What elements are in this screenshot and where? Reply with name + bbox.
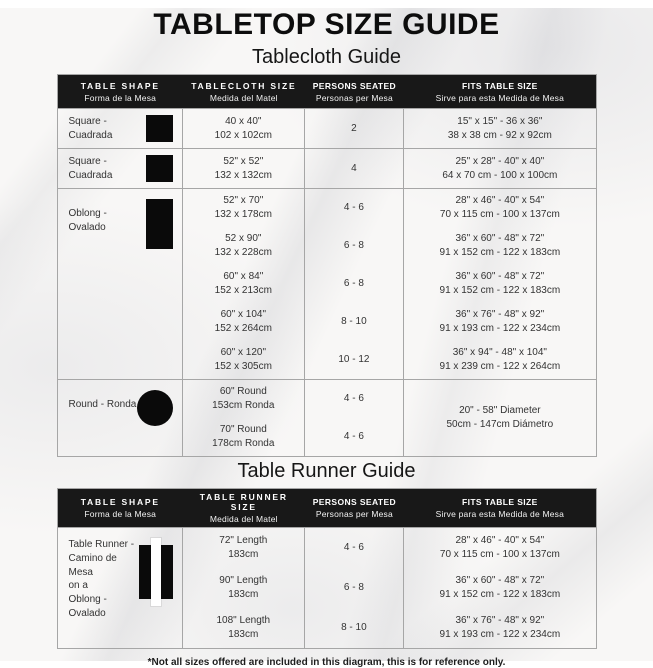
square-icon (146, 155, 173, 182)
header-persons-seated-es: Personas per Mesa (315, 92, 393, 103)
size-cell (183, 568, 305, 608)
shape-label-line-4: Oblong - Ovalado (68, 594, 107, 619)
tablecloth-table (57, 74, 597, 457)
persons-value: 4 - 6 (343, 202, 364, 214)
size-line-1: 52 x 90" (225, 233, 262, 245)
shape-label: Square - Cuadrada (68, 155, 113, 181)
persons-cell (305, 380, 405, 418)
fits-cell (404, 528, 595, 568)
persons-value: 6 - 8 (343, 582, 364, 594)
persons-value: 4 - 6 (343, 542, 364, 554)
shape-label: Oblong - Ovalado (68, 208, 107, 233)
size-line-2: 152 x 213cm (214, 285, 272, 296)
size-cell (183, 189, 305, 227)
persons-cell (305, 418, 405, 456)
header-fits-table-size-en: FITS TABLE SIZE (461, 497, 538, 507)
size-cell (183, 149, 305, 188)
header-table-runner-size-en: TABLE RUNNER SIZE (199, 492, 288, 512)
size-line-1: 60" x 84" (223, 271, 264, 283)
size-line-1: 90" Length (219, 575, 268, 587)
size-line-1: 70" Round (219, 424, 267, 436)
fits-cell (404, 189, 595, 227)
size-cell (183, 380, 305, 418)
shape-cell-oblong (58, 189, 184, 379)
tablecloth-guide-title: Tablecloth Guide (252, 46, 401, 68)
size-line-2: 183cm (228, 549, 259, 560)
tabletop-size-guide (0, 8, 653, 668)
section-round (58, 379, 596, 456)
persons-value: 8 - 10 (341, 316, 367, 328)
fits-line-2: 91 x 193 cm - 122 x 234cm (439, 323, 561, 334)
size-line-2: 132 x 132cm (214, 169, 272, 181)
tablecloth-header-row (58, 75, 596, 108)
size-line-2: 183cm (228, 589, 259, 600)
shape-cell-square-40 (58, 109, 184, 148)
shape-label-line-2: Camino de Mesa (68, 552, 117, 578)
size-line-1: 72" Length (219, 535, 268, 547)
size-line-2: 178cm Ronda (212, 438, 275, 449)
fits-cell (404, 341, 595, 379)
fits-line-2: 91 x 152 cm - 122 x 183cm (439, 589, 561, 600)
table-runner-icon (139, 538, 173, 606)
shape-label-line-1: Table Runner - (68, 539, 135, 550)
header-table-shape-es: Forma de la Mesa (84, 92, 157, 103)
persons-value: 10 - 12 (338, 354, 370, 366)
size-line-2: 183cm (228, 629, 259, 640)
header-persons-seated (305, 78, 405, 106)
persons-value: 6 - 8 (343, 240, 364, 252)
fits-line-2: 70 x 115 cm - 100 x 137cm (439, 549, 560, 560)
table-runner-guide-title: Table Runner Guide (237, 460, 416, 482)
oblong-icon (146, 199, 173, 249)
persons-cell (305, 528, 405, 568)
header-table-shape-en: TABLE SHAPE (80, 497, 160, 507)
fits-line-1: 20" - 58" Diameter (459, 405, 541, 417)
persons-cell (305, 109, 405, 148)
fits-line-1: 36" x 76" - 48" x 92" (455, 615, 545, 627)
persons-value: 4 - 6 (343, 431, 364, 443)
fits-line-1: 25" x 28" - 40" x 40" (455, 155, 545, 167)
persons-cell (305, 149, 405, 188)
fits-line-2: 91 x 193 cm - 122 x 234cm (439, 629, 561, 640)
shape-label: Round - Ronda (68, 399, 137, 410)
fits-line-1: 36" x 60" - 48" x 72" (455, 233, 545, 245)
header-persons-seated-en: PERSONS SEATED (312, 497, 397, 507)
size-line-2: 132 x 228cm (214, 247, 272, 258)
fits-line-2: 38 x 38 cm - 92 x 92cm (447, 129, 552, 141)
header-tablecloth-size (183, 78, 305, 106)
fits-line-2: 91 x 152 cm - 122 x 183cm (439, 247, 561, 258)
header-table-shape-es: Forma de la Mesa (84, 509, 157, 519)
persons-value: 8 - 10 (341, 622, 367, 634)
size-line-2: 152 x 264cm (214, 323, 272, 334)
section-oblong (58, 188, 596, 379)
size-line-1: 108" Length (216, 615, 271, 627)
size-cell (183, 265, 305, 303)
fits-cell (404, 227, 595, 265)
size-line-1: 60" x 120" (220, 347, 267, 359)
header-table-runner-size-es: Medida del Matel (209, 514, 278, 524)
fits-cell (404, 608, 595, 648)
size-line-1: 52" x 52" (223, 155, 264, 167)
fits-cell (404, 265, 595, 303)
header-persons-seated-es: Personas per Mesa (315, 509, 393, 519)
size-cell (183, 341, 305, 379)
persons-cell (305, 303, 405, 341)
runner-strip-shape (151, 538, 161, 606)
size-cell (183, 227, 305, 265)
fits-cell (404, 568, 595, 608)
section-table-runner (58, 527, 596, 648)
square-icon (146, 115, 173, 142)
header-persons-seated (305, 494, 405, 522)
page-title: TABLETOP SIZE GUIDE (153, 8, 500, 41)
footnote: *Not all sizes offered are included in this diagram, this is for reference only. (147, 657, 506, 668)
persons-cell (305, 227, 405, 265)
persons-value: 2 (351, 122, 357, 134)
shape-cell-table-runner (58, 528, 184, 648)
size-cell (183, 303, 305, 341)
table-runner-table (57, 488, 597, 649)
size-line-1: 60" x 104" (220, 309, 267, 321)
shape-label (69, 538, 140, 621)
section-square-40 (58, 108, 596, 148)
header-table-shape (58, 494, 184, 522)
fits-line-1: 36" x 60" - 48" x 72" (455, 575, 545, 587)
header-tablecloth-size-es: Medida del Matel (209, 92, 278, 103)
header-table-shape-en: TABLE SHAPE (80, 80, 160, 91)
fits-cell-merged (404, 380, 595, 456)
persons-cell (305, 608, 405, 648)
fits-cell (404, 109, 595, 148)
section-square-52 (58, 148, 596, 188)
size-line-1: 40 x 40" (225, 115, 262, 127)
header-fits-table-size-es: Sirve para esta Medida de Mesa (435, 92, 565, 103)
size-line-2: 152 x 305cm (214, 361, 272, 372)
header-fits-table-size-es: Sirve para esta Medida de Mesa (435, 509, 565, 519)
size-line-2: 132 x 178cm (214, 209, 272, 220)
shape-label: Square - Cuadrada (68, 115, 113, 141)
size-line-1: 60" Round (219, 386, 267, 398)
persons-value: 6 - 8 (343, 278, 364, 290)
size-line-2: 153cm Ronda (212, 400, 275, 411)
persons-value: 4 - 6 (343, 393, 364, 405)
shape-cell-square-52 (58, 149, 184, 188)
header-table-shape (58, 78, 184, 106)
size-cell (183, 109, 305, 148)
size-line-2: 102 x 102cm (214, 129, 272, 141)
fits-line-1: 28" x 46" - 40" x 54" (455, 195, 545, 207)
header-fits-table-size (404, 78, 595, 106)
fits-cell (404, 149, 595, 188)
runner-header-row (58, 489, 596, 527)
header-persons-seated-en: PERSONS SEATED (312, 80, 397, 91)
shape-label-line-3: on a (68, 580, 88, 592)
header-tablecloth-size-en: TABLECLOTH SIZE (191, 80, 297, 91)
header-table-runner-size (183, 489, 305, 527)
fits-line-2: 50cm - 147cm Diámetro (446, 419, 554, 430)
size-cell (183, 418, 305, 456)
size-cell (183, 608, 305, 648)
fits-line-2: 91 x 239 cm - 122 x 264cm (439, 361, 561, 372)
header-fits-table-size (404, 494, 595, 522)
fits-cell (404, 303, 595, 341)
fits-line-1: 15" x 15" - 36 x 36" (457, 115, 543, 127)
fits-line-2: 70 x 115 cm - 100 x 137cm (439, 209, 560, 220)
fits-line-1: 28" x 46" - 40" x 54" (455, 535, 545, 547)
fits-line-2: 64 x 70 cm - 100 x 100cm (442, 169, 558, 181)
persons-cell (305, 568, 405, 608)
fits-line-1: 36" x 94" - 48" x 104" (452, 347, 547, 359)
header-fits-table-size-en: FITS TABLE SIZE (461, 80, 538, 91)
fits-line-1: 36" x 76" - 48" x 92" (455, 309, 545, 321)
round-icon (137, 390, 173, 426)
shape-cell-round (58, 380, 184, 456)
persons-value: 4 (351, 162, 357, 174)
persons-cell (305, 341, 405, 379)
persons-cell (305, 189, 405, 227)
size-cell (183, 528, 305, 568)
fits-line-1: 36" x 60" - 48" x 72" (455, 271, 545, 283)
size-line-1: 52" x 70" (223, 195, 264, 207)
persons-cell (305, 265, 405, 303)
fits-line-2: 91 x 152 cm - 122 x 183cm (439, 285, 561, 296)
